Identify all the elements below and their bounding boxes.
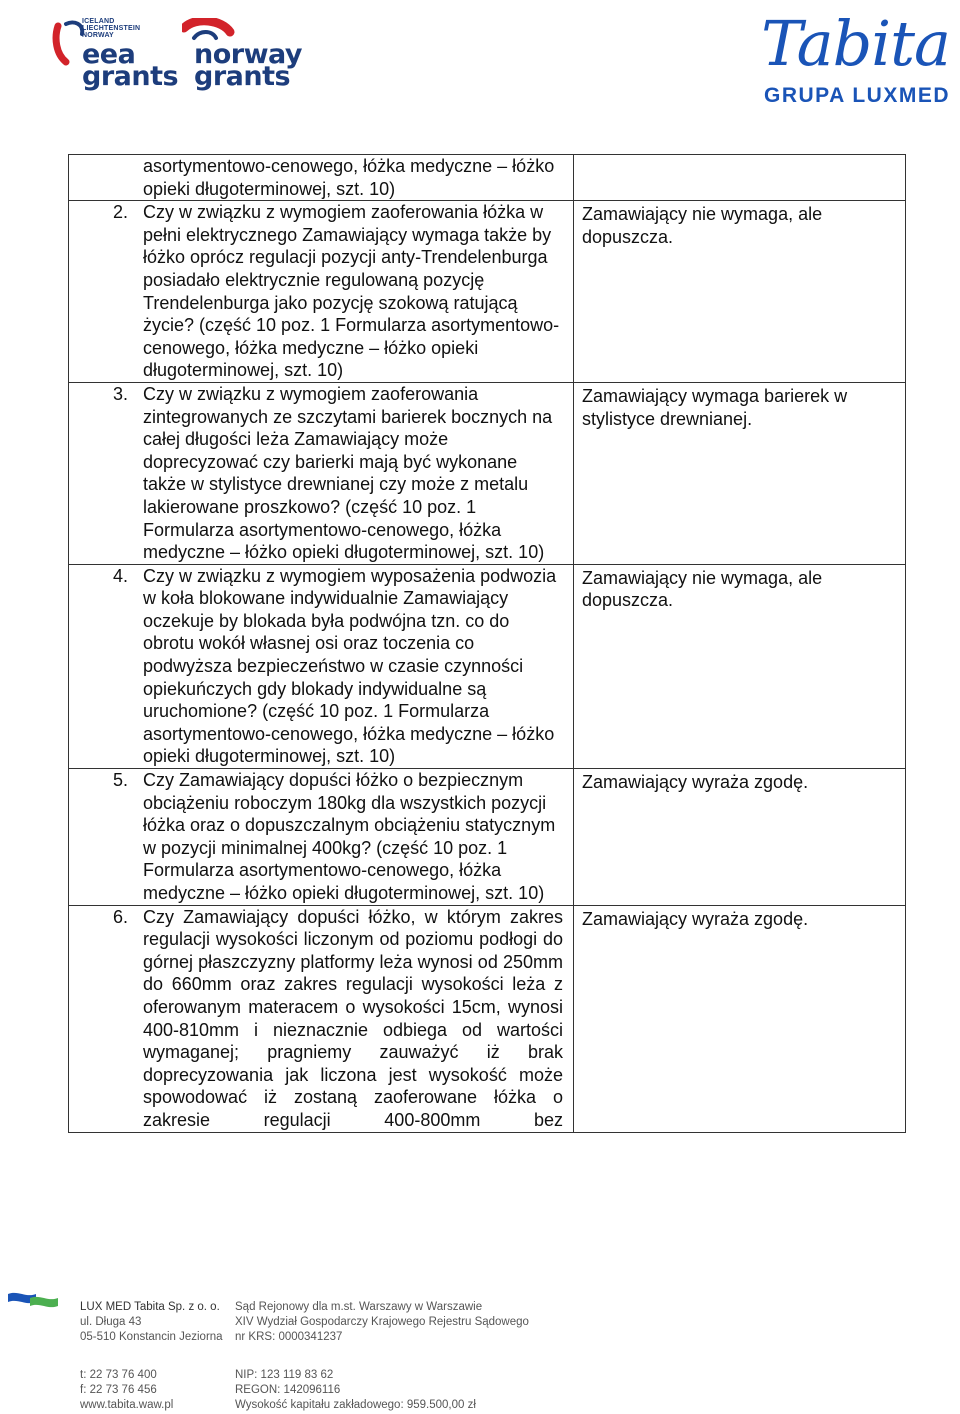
question-number-cell <box>69 565 143 768</box>
table-row <box>69 382 906 564</box>
footer-court-division: XIV Wydział Gospodarczy Krajowego Rejestru Sądowego <box>235 1316 529 1329</box>
norway-grants-word: grants <box>194 61 291 92</box>
eea-grants-wordmark <box>82 39 179 92</box>
question-content <box>69 155 573 200</box>
footer-krs: nr KRS: 0000341237 <box>235 1331 343 1344</box>
question-text: Czy Zamawiający dopuści łóżko, w którym zakres regulacji wysokości liczonym od poziomu podłogi do górnej płaszczyzny platformy leża wynosi od 250mm do 660mm oraz zakres regulacji wysokości leża z oferowanym materacem o wysokości 15cm, wynosi 400-810mm i nieznacznie odbiega od wartości wymaganej; pragniemy zauważyć iż brak doprecyzowania jak liczona jest wysokość może spowodować iż zostaną zaoferowane łóżka o zakresie regulacji 400-800mm bez <box>143 906 563 1130</box>
footer-court: Sąd Rejonowy dla m.st. Warszawy w Warszawie <box>235 1301 483 1313</box>
answer-cell <box>574 155 906 201</box>
footer-address <box>80 1300 223 1346</box>
question-content <box>69 201 573 382</box>
footer-website: www.tabita.waw.pl <box>80 1399 174 1412</box>
answer-text: Zamawiający wyraża zgodę. <box>582 772 809 793</box>
question-content <box>69 906 573 1132</box>
eea-word: eea <box>82 39 136 70</box>
footer-tax-info <box>235 1368 476 1414</box>
norway-word: norway <box>194 39 303 70</box>
footer-capital: Wysokość kapitału zakładowego: 959.500,00 zł <box>235 1399 476 1412</box>
table-row <box>69 564 906 768</box>
question-number-cell <box>69 769 143 905</box>
tabita-wordmark: Tabita <box>761 7 950 80</box>
answer-cell <box>574 905 906 1132</box>
table-row <box>69 905 906 1132</box>
question-number: 2. <box>113 202 129 223</box>
question-content <box>69 383 573 564</box>
norway-grants-wordmark <box>194 39 303 92</box>
footer-registry <box>235 1300 529 1346</box>
question-number: 5. <box>113 770 129 791</box>
question-content <box>69 565 573 768</box>
question-number-cell <box>69 906 143 1132</box>
question-text: asortymentowo-cenowego, łóżka medyczne – łóżko opieki długoterminowej, szt. 10) <box>143 156 555 199</box>
footer-street: ul. Długa 43 <box>80 1316 142 1329</box>
qa-table <box>68 154 906 1133</box>
question-cell <box>69 382 574 564</box>
question-number-cell <box>69 155 143 200</box>
eea-countries-label: ICELAND LIECHTENSTEIN NORWAY <box>82 18 141 39</box>
question-number: 6. <box>113 906 129 927</box>
question-number-cell <box>69 201 143 382</box>
footer-regon: REGON: 142096116 <box>235 1384 341 1397</box>
footer-phone: t: 22 73 76 400 <box>80 1369 157 1381</box>
question-cell <box>69 155 574 201</box>
table-row <box>69 201 906 383</box>
answer-cell <box>574 769 906 906</box>
answer-text: Zamawiający wymaga barierek w stylistyce drewnianej. <box>582 385 848 429</box>
question-cell <box>69 905 574 1132</box>
footer-contact <box>80 1368 173 1414</box>
question-text: Czy w związku z wymogiem wyposażenia podwozia w koła blokowane indywidualnie Zamawiający oczekuje by blokada była podwójna tzn. co do obrotu wokół własnej osi oraz toczenia co podwyższa bezpieczeństwo w czasie czynności opiekuńczych gdy blokady indywidualne są uruchomione? (część 10 poz. 1 Formularza asortymentowo-cenowego, łóżka medyczne – łóżko opieki długoterminowej, szt. 10) <box>143 565 557 767</box>
tabita-luxmed-logo <box>750 4 950 116</box>
question-content <box>69 769 573 905</box>
answer-text: Zamawiający nie wymaga, ale dopuszcza. <box>582 204 823 247</box>
question-text: Czy w związku z wymogiem zaoferowania łóżka w pełni elektrycznego Zamawiający wymaga także by łóżko oprócz regulacji pozycji anty-Trendelenburga posiadało elektrycznie regulowaną pozycję Trendelenburga jako pozycję szokową ratującą życie? (część 10 poz. 1 Formularza asortymentowo-cenowego, łóżka medyczne – łóżko opieki długoterminowej, szt. 10) <box>143 202 560 381</box>
answer-cell <box>574 564 906 768</box>
page-footer <box>0 1280 960 1412</box>
footer-nip: NIP: 123 119 83 62 <box>235 1369 334 1381</box>
question-number: 3. <box>113 383 129 404</box>
question-cell <box>69 201 574 383</box>
eea-grants-word: grants <box>82 61 179 92</box>
question-text: Czy Zamawiający dopuści łóżko o bezpiecznym obciążeniu roboczym 180kg dla wszystkich pozycji łóżka oraz o dopuszczalnym obciążeniu statycznym w pozycji minimalnej 400kg? (część 10 poz. 1 Formularza asortymentowo-cenowego, łóżka medyczne – łóżko opieki długoterminowej, szt. 10) <box>143 770 556 903</box>
footer-city: 05-510 Konstancin Jeziorna <box>80 1331 223 1344</box>
answer-cell <box>574 201 906 383</box>
table-row <box>69 769 906 906</box>
question-cell <box>69 769 574 906</box>
table-row <box>69 155 906 201</box>
question-cell <box>69 564 574 768</box>
grupa-luxmed-wordmark: GRUPA LUXMED <box>764 84 950 107</box>
answer-cell <box>574 382 906 564</box>
footer-fax: f: 22 73 76 456 <box>80 1384 157 1397</box>
answer-text: Zamawiający wyraża zgodę. <box>582 908 809 929</box>
footer-company: LUX MED Tabita Sp. z o. o. <box>80 1301 220 1313</box>
answer-text: Zamawiający nie wymaga, ale dopuszcza. <box>582 567 823 611</box>
page-header <box>0 0 960 140</box>
footer-wave-icon <box>8 1290 58 1312</box>
question-number-cell <box>69 383 143 564</box>
qa-table-body <box>69 155 906 1133</box>
question-text: Czy w związku z wymogiem zaoferowania zintegrowanych ze szczytami barierek bocznych na całej długości leża Zamawiający może doprecyzować czy barierki mają być wykonane także w stylistyce drewnianej czy może z metalu lakierowane proszkowo? (część 10 poz. 1 Formularza asortymentowo-cenowego, łóżka medyczne – łóżko opieki długoterminowej, szt. 10) <box>143 383 553 563</box>
question-number: 4. <box>113 565 129 586</box>
